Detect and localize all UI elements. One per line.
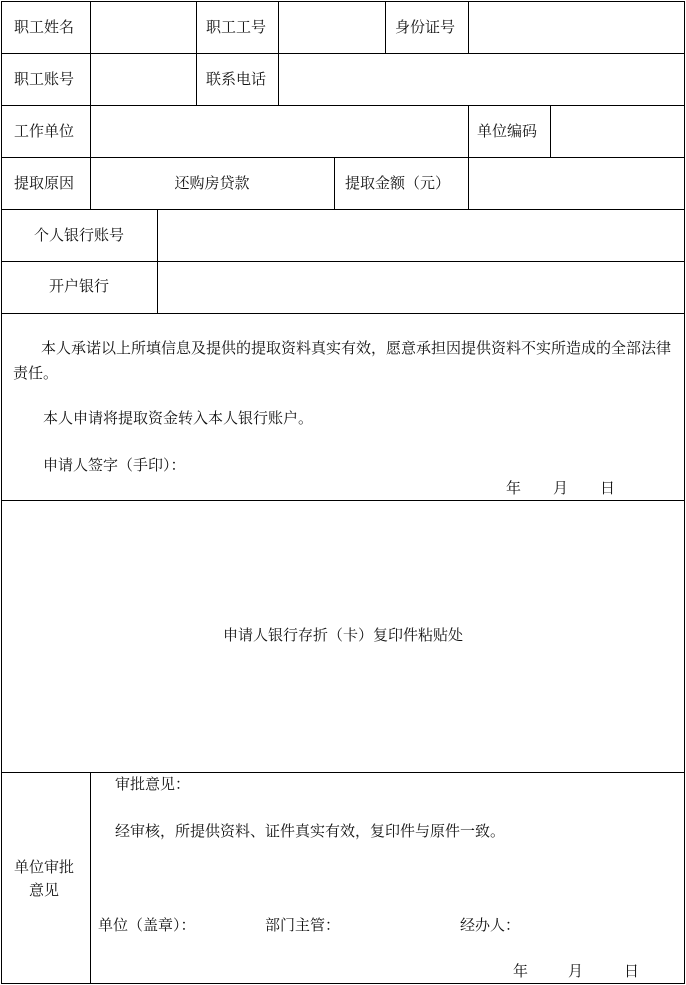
input-cell-staff-account[interactable] <box>90 53 196 105</box>
label-phone: 联系电话 <box>206 70 267 88</box>
input-cell-bank-account[interactable] <box>157 209 685 261</box>
pledge-date-month: 月 <box>553 479 569 497</box>
approval-date-year: 年 <box>513 962 529 980</box>
input-cell-unit-code[interactable] <box>550 105 685 157</box>
handler-label: 经办人： <box>460 916 521 934</box>
unit-stamp-label: 单位（盖章）： <box>98 916 196 934</box>
approval-label-line2: 意见 <box>29 881 60 899</box>
paste-area-label: 申请人银行存折（卡）复印件粘贴处 <box>222 626 463 644</box>
label-staff-name: 职工姓名 <box>14 18 75 36</box>
label-reason: 提取原因 <box>14 174 75 192</box>
label-bank: 开户银行 <box>48 277 109 295</box>
input-cell-staff-id[interactable] <box>278 1 385 53</box>
input-cell-staff-name[interactable] <box>90 1 196 53</box>
label-work-unit: 工作单位 <box>14 122 75 140</box>
input-cell-work-unit[interactable] <box>90 105 468 157</box>
label-bank-account: 个人银行账号 <box>33 226 124 244</box>
approval-date-day: 日 <box>624 962 640 980</box>
approval-opinion-text: 经审核，所提供资料、证件真实有效，复印件与原件一致。 <box>115 822 506 840</box>
approval-date-month: 月 <box>568 962 584 980</box>
label-unit-code: 单位编码 <box>477 122 538 140</box>
reason-value: 还购房贷款 <box>174 174 250 192</box>
label-staff-id: 职工工号 <box>206 18 267 36</box>
pledge-date-day: 日 <box>600 479 616 497</box>
input-cell-amount[interactable] <box>468 157 685 209</box>
approval-opinion-label: 审批意见： <box>115 775 191 793</box>
pledge-date-year: 年 <box>506 479 522 497</box>
input-cell-bank[interactable] <box>157 261 685 313</box>
input-cell-id-number[interactable] <box>468 1 685 53</box>
input-cell-phone[interactable] <box>278 53 685 105</box>
pledge-text-1: 本人承诺以上所填信息及提供的提取资料真实有效，愿意承担因提供资料不实所造成的全部法律责任。 <box>13 339 672 382</box>
label-amount: 提取金额（元） <box>345 174 451 192</box>
approval-label-cell <box>1 772 90 984</box>
approval-label-line1: 单位审批 <box>14 858 75 876</box>
label-staff-account: 职工账号 <box>14 70 75 88</box>
approval-content-cell <box>90 772 685 984</box>
applicant-signature-label: 申请人签字（手印）： <box>43 456 186 474</box>
label-id-number: 身份证号 <box>395 18 456 36</box>
pledge-text-2: 本人申请将提取资金转入本人银行账户。 <box>43 409 314 427</box>
dept-head-label: 部门主管： <box>265 916 341 934</box>
